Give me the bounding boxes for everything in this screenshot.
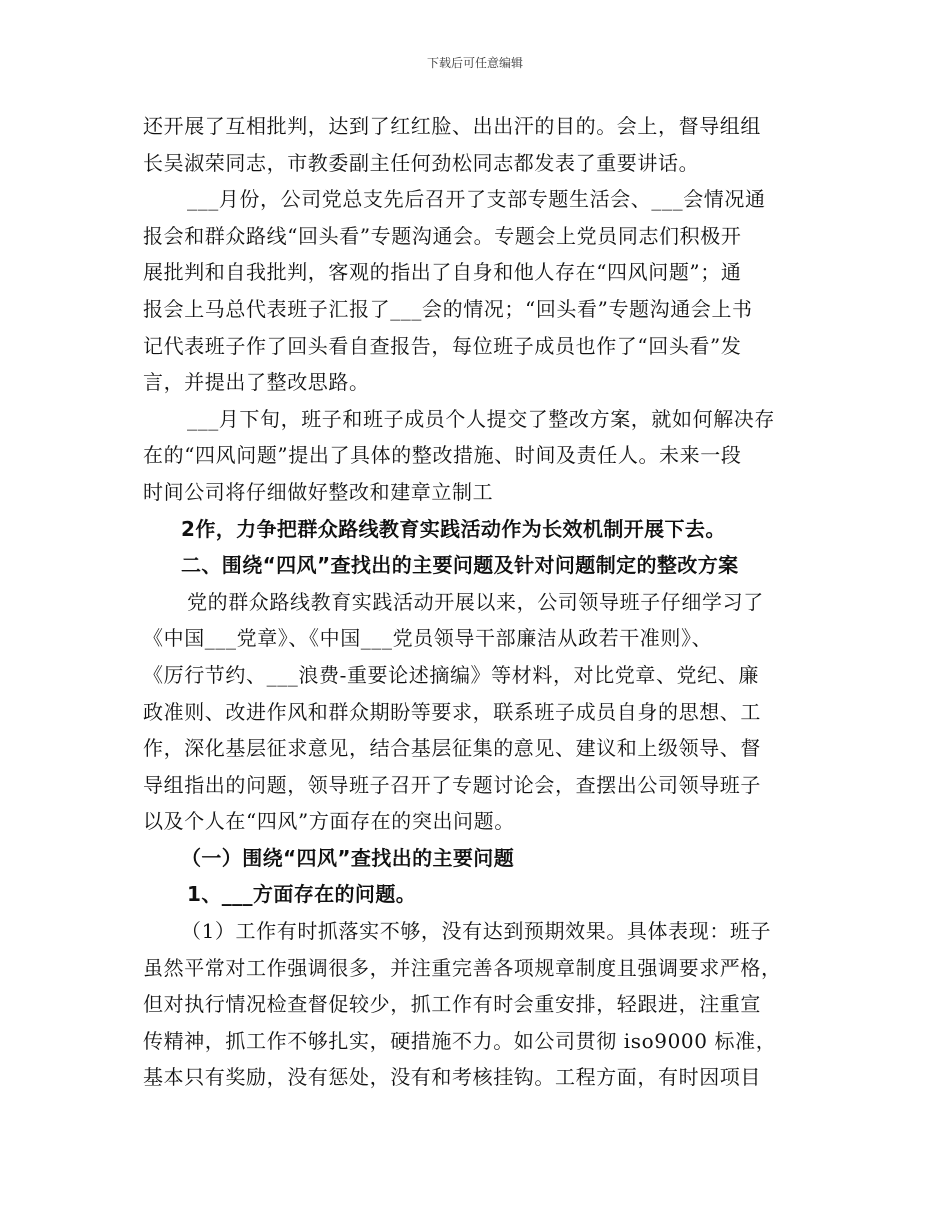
paragraph-line: 记代表班子作了回头看自查报告，每位班子成员也作了“回头看”发 xyxy=(143,333,742,358)
section-heading: 二、围绕“四风”查找出的主要问题及针对问题制定的整改方案 xyxy=(181,553,739,578)
paragraph-line: 作，深化基层征求意见，结合基层征集的意见、建议和上级领导、督 xyxy=(143,736,761,761)
item-heading: 1、___方面存在的问题。 xyxy=(187,882,417,907)
paragraph-line: 报会和群众路线“回头看”专题沟通会。专题会上党员同志们积极开 xyxy=(143,223,742,248)
page-header: 下载后可任意编辑 xyxy=(426,56,523,70)
paragraph-line: 报会上马总代表班子汇报了___会的情况；“回头看”专题沟通会上书 xyxy=(143,296,753,321)
paragraph-line: 在的“四风问题”提出了具体的整改措施、时间及责任人。未来一段 xyxy=(143,443,742,468)
subsection-heading: （一）围绕“四风”查找出的主要问题 xyxy=(181,845,515,870)
paragraph-line: 以及个人在“四风”方面存在的突出问题。 xyxy=(143,809,515,834)
paragraph-line: ___月份，公司党总支先后召开了支部专题生活会、___会情况通 xyxy=(187,187,766,212)
paragraph-line: 导组指出的问题，领导班子召开了专题讨论会，查摆出公司领导班子 xyxy=(143,772,761,797)
paragraph-line: 传精神，抓工作不够扎实，硬措施不力。如公司贯彻 iso9000 标准， xyxy=(143,1028,777,1053)
paragraph-line: （1）工作有时抓落实不够，没有达到预期效果。具体表现：班子 xyxy=(181,919,772,944)
paragraph-line: 还开展了互相批判，达到了红红脸、出出汗的目的。会上，督导组组 xyxy=(143,114,761,138)
paragraph-line: ___月下旬，班子和班子成员个人提交了整改方案，就如何解决存 xyxy=(187,406,775,431)
paragraph-line: 虽然平常对工作强调很多，并注重完善各项规章制度且强调要求严格， xyxy=(143,955,782,980)
paragraph-line: 《厉行节约、___浪费-重要论述摘编》等材料，对比党章、党纪、廉 xyxy=(143,662,759,687)
paragraph-line: 长吴淑荣同志，市教委副主任何劲松同志都发表了重要讲话。 xyxy=(143,150,700,175)
paragraph-line: 展批判和自我批判，客观的指出了自身和他人存在“四风问题”；通 xyxy=(143,260,742,285)
paragraph-line: 时间公司将仔细做好整改和建章立制工 xyxy=(143,479,494,504)
paragraph-line: 政准则、改进作风和群众期盼等要求，联系班子成员自身的思想、工 xyxy=(143,699,761,724)
document-body xyxy=(143,108,811,1096)
bold-paragraph-line: 2作，力争把群众路线教育实践活动作为长效机制开展下去。 xyxy=(181,516,726,541)
paragraph-line: 但对执行情况检查督促较少，抓工作有时会重安排，轻跟进，注重宣 xyxy=(143,992,761,1017)
paragraph-line: 党的群众路线教育实践活动开展以来，公司领导班子仔细学习了 xyxy=(187,589,764,614)
paragraph-line: 《中国___党章》、《中国___党员领导干部廉洁从政若干准则》、 xyxy=(143,626,713,651)
paragraph-line: 言，并提出了整改思路。 xyxy=(143,370,370,395)
paragraph-line: 基本只有奖励，没有惩处，没有和考核挂钩。工程方面，有时因项目 xyxy=(143,1065,761,1090)
